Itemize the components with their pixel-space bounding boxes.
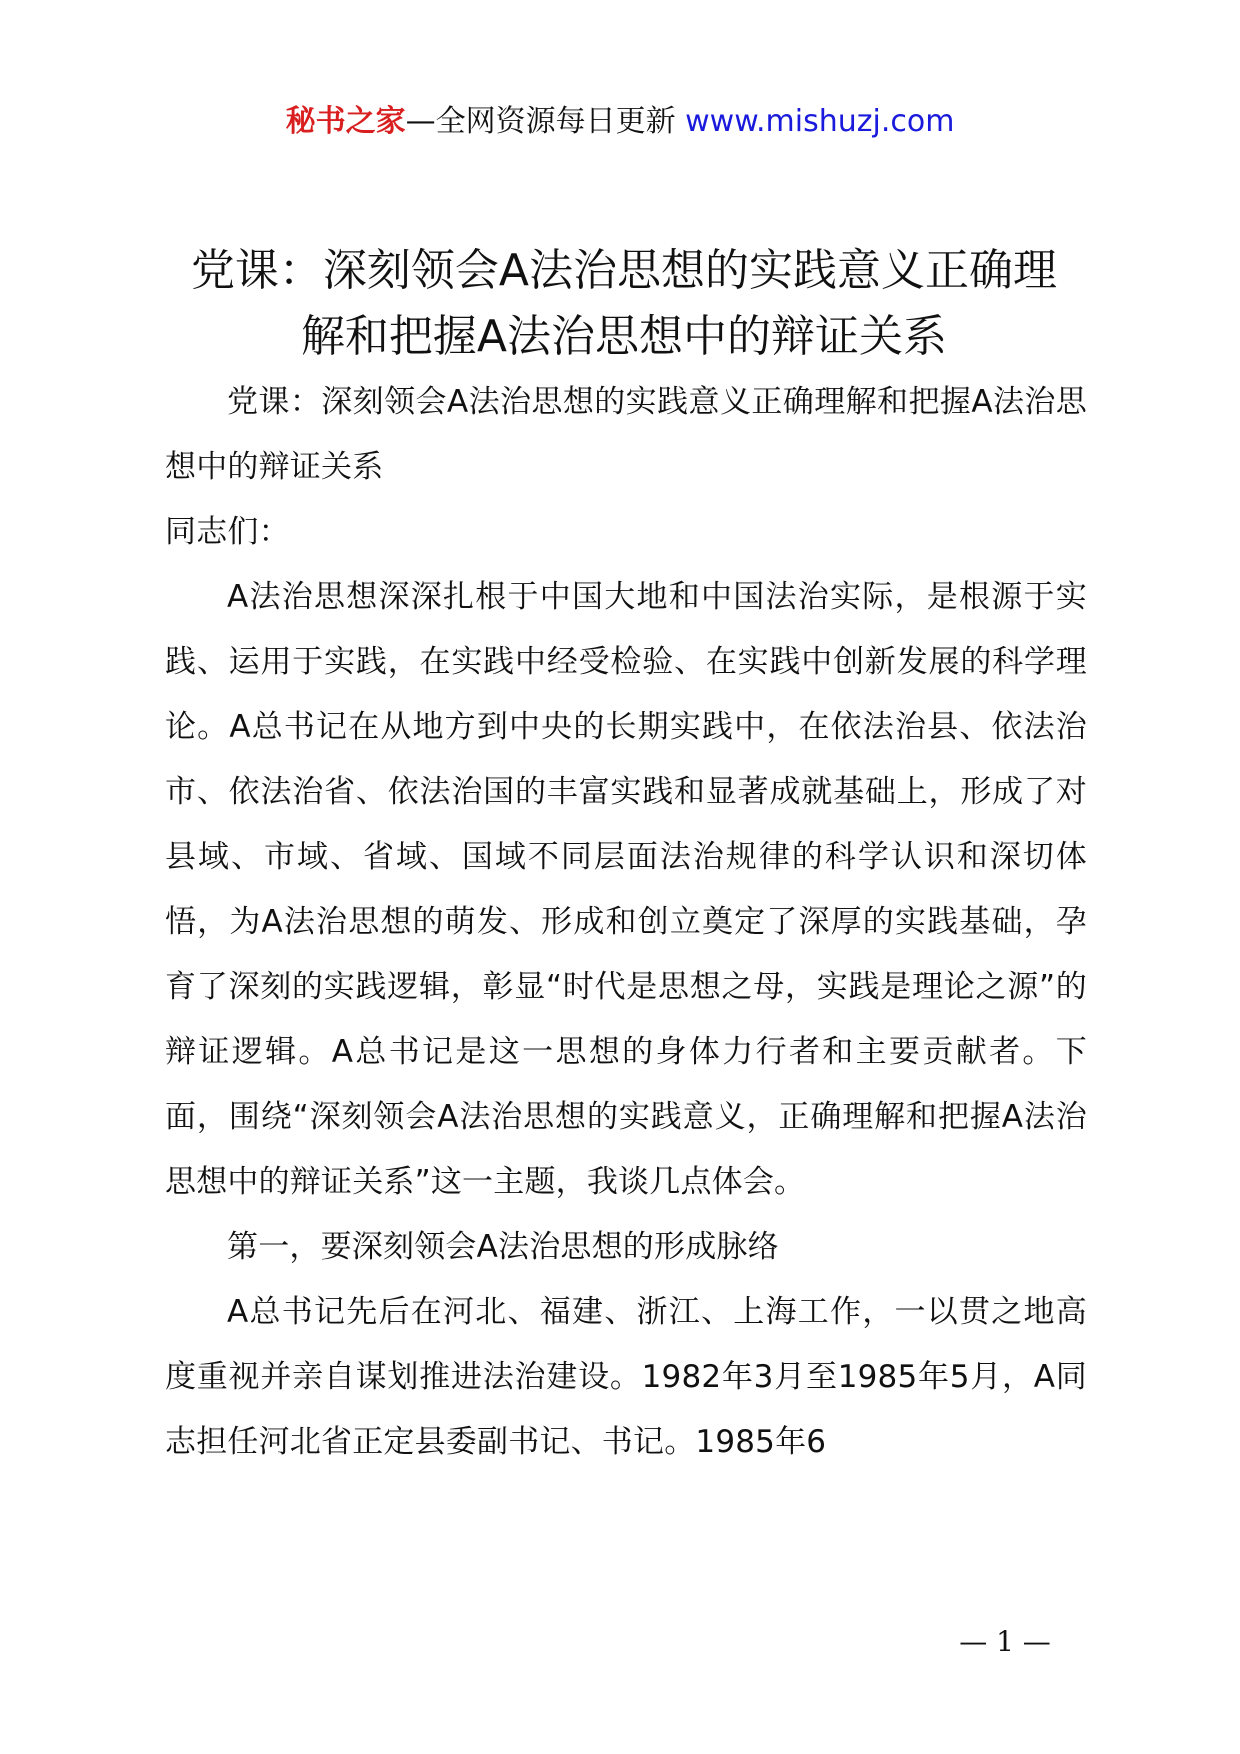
paragraph-subtitle: 党课：深刻领会A法治思想的实践意义正确理解和把握A法治思想中的辩证关系 <box>165 384 1087 485</box>
header-tagline: —全网资源每日更新 <box>405 104 676 139</box>
document-title <box>160 238 1088 370</box>
brand-name: 秘书之家 <box>285 104 406 139</box>
document-body <box>165 370 1087 1475</box>
paragraph-section-heading: 第一，要深刻领会A法治思想的形成脉络 <box>227 1229 779 1265</box>
paragraph-section-body: A总书记先后在河北、福建、浙江、上海工作，一以贯之地高度重视并亲自谋划推进法治建设。1982年3月至1985年5月，A同志担任河北省正定县委副书记、书记。1985年6 <box>165 1294 1087 1460</box>
title-line-2: 解和把握A法治思想中的辩证关系 <box>300 311 948 362</box>
site-url-link[interactable]: www.mishuzj.com <box>685 104 955 139</box>
paragraph-salutation: 同志们： <box>165 514 290 550</box>
paragraph-intro: A法治思想深深扎根于中国大地和中国法治实际，是根源于实践、运用于实践，在实践中经受检验、在实践中创新发展的科学理论。A总书记在从地方到中央的长期实践中，在依法治县、依法治市、依法治省、依法治国的丰富实践和显著成就基础上，形成了对县域、市域、省域、国域不同层面法治规律的科学认识和深切体悟，为A法治思想的萌发、形成和创立奠定了深厚的实践基础，孕育了深刻的实践逻辑，彰显“时代是思想之母，实践是理论之源”的辩证逻辑。A总书记是这一思想的身体力行者和主要贡献者。下面，围绕“深刻领会A法治思想的实践意义，正确理解和把握A法治思想中的辩证关系”这一主题，我谈几点体会。 <box>165 579 1087 1200</box>
site-header <box>0 102 1240 142</box>
page-number: — 1 — <box>959 1625 1051 1658</box>
title-line-1: 党课：深刻领会A法治思想的实践意义正确理 <box>190 245 1058 296</box>
